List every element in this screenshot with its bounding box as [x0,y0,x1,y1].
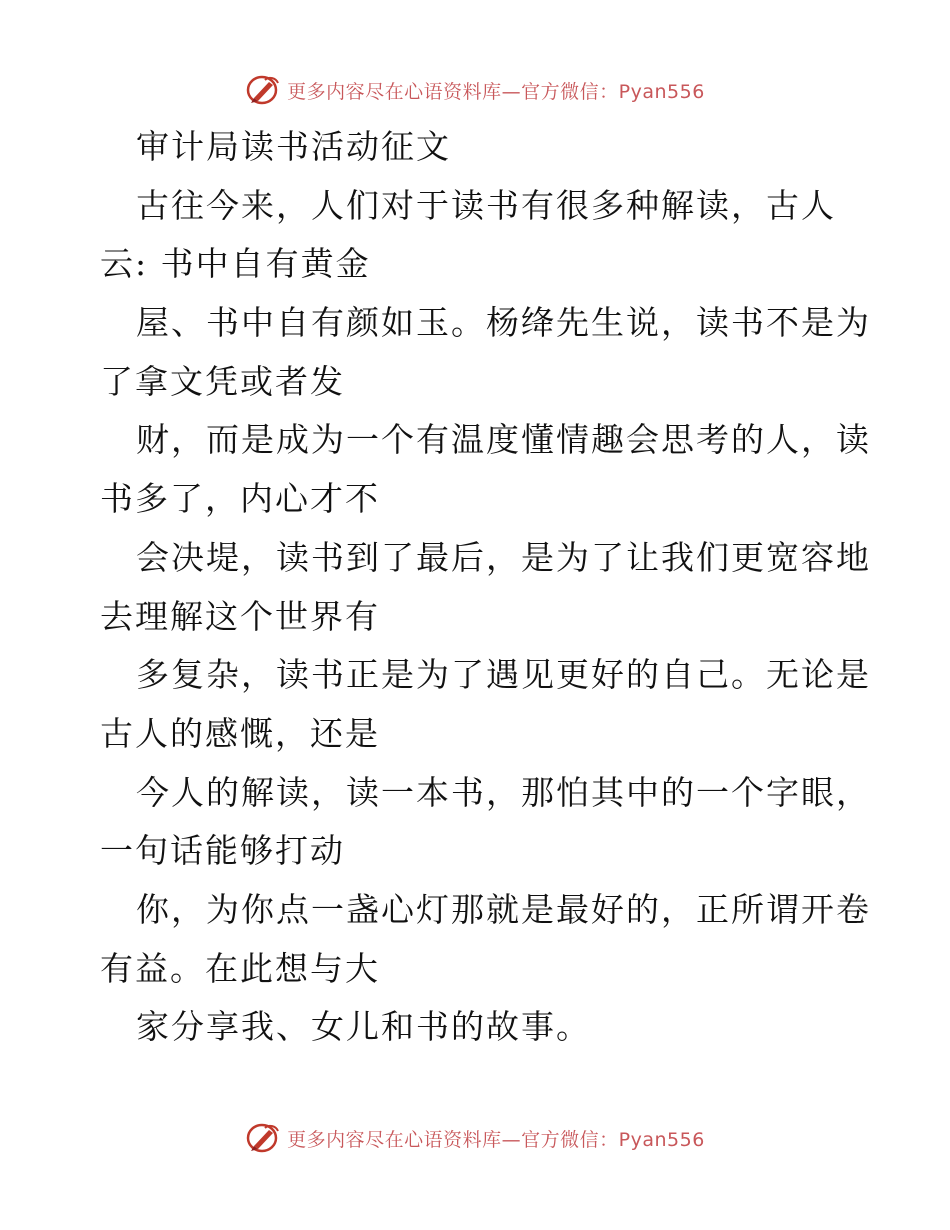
paragraph-line: 书多了，内心才不 [100,479,380,519]
footer-banner-text: 更多内容尽在心语资料库—官方微信：Pyan556 [287,1128,705,1151]
paragraph-line: 古往今来，人们对于读书有很多种解读，古人 [136,185,836,225]
footer-banner-inner [245,1122,705,1154]
paragraph-line: 你，为你点一盏心灯那就是最好的，正所谓开卷 [136,889,871,929]
header-banner-inner [245,74,705,106]
document-title: 审计局读书活动征文 [136,127,451,166]
paragraph-line: 家分享我、女儿和书的故事。 [136,1007,591,1047]
paragraph-line: 今人的解读，读一本书，那怕其中的一个字眼， [136,772,871,812]
header-banner [0,70,950,110]
paragraph-line: 多复杂，读书正是为了遇见更好的自己。无论是 [136,655,871,695]
footer-banner [0,1118,950,1158]
paragraph-line: 财，而是成为一个有温度懂情趣会思考的人，读 [136,420,871,460]
document-body [100,118,871,1057]
pen-logo-icon [245,74,281,106]
paragraph-line: 云: 书中自有黄金 [100,244,371,284]
paragraph-line: 古人的感慨，还是 [100,713,380,753]
paragraph-line: 屋、书中自有颜如玉。杨绛先生说，读书不是为 [136,303,871,343]
paragraph-line: 一句话能够打动 [100,831,345,871]
paragraph-line: 会决堤，读书到了最后，是为了让我们更宽容地 [136,537,871,577]
pen-logo-icon [245,1122,281,1154]
paragraph-line: 去理解这个世界有 [100,596,380,636]
header-banner-text: 更多内容尽在心语资料库—官方微信：Pyan556 [287,80,705,103]
paragraph-line: 有益。在此想与大 [100,948,380,988]
paragraph-line: 了拿文凭或者发 [100,361,345,401]
